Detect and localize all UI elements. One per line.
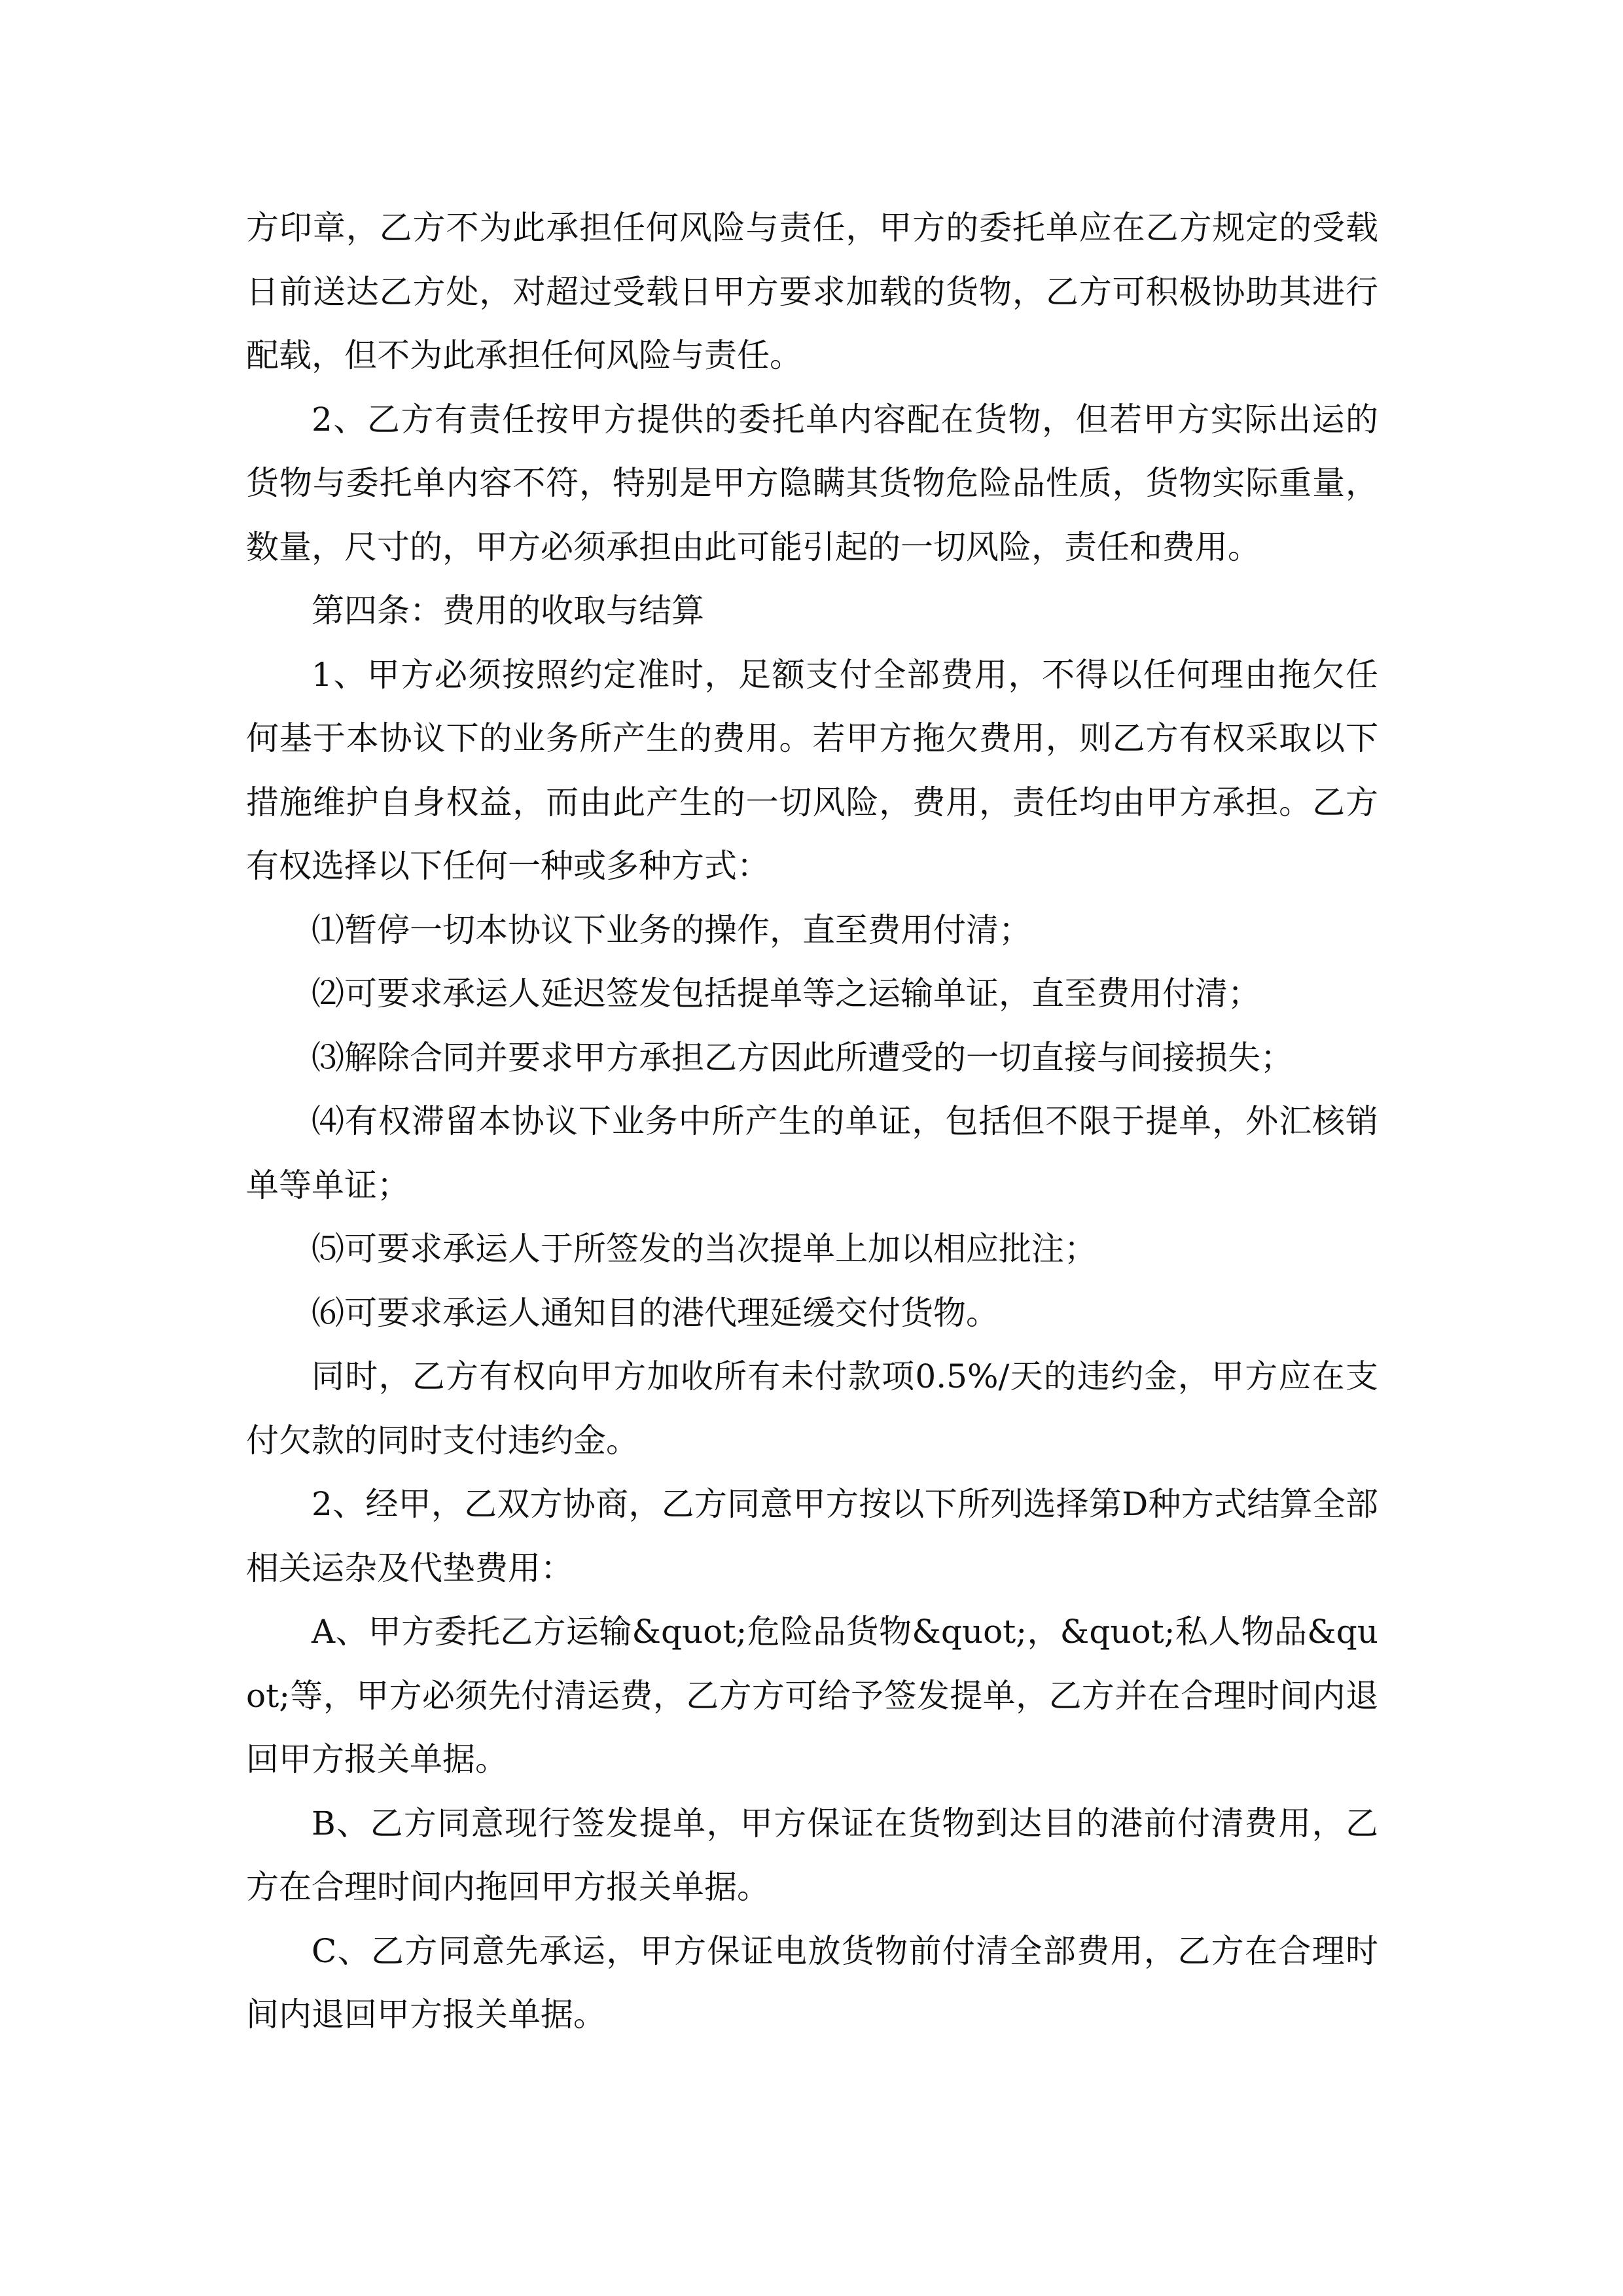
list-item: ⑷有权滞留本协议下业务中所产生的单证，包括但不限于提单，外汇核销单等单证； xyxy=(246,1102,1378,1204)
paragraph: 1、甲方必须按照约定准时，足额支付全部费用，不得以任何理由拖欠任何基于本协议下的业务所产生的费用。若甲方拖欠费用，则乙方有权采取以下措施维护自身权益，而由此产生的一切风险，费用，责任均由甲方承担。乙方有权选择以下任何一种或多种方式： xyxy=(246,655,1378,885)
option-item: C、乙方同意先承运，甲方保证电放货物前付清全部费用，乙方在合理时间内退回甲方报关单据。 xyxy=(246,1931,1378,2034)
section-heading: 第四条：费用的收取与结算 xyxy=(312,592,704,630)
list-item: ⑴暂停一切本协议下业务的操作，直至费用付清； xyxy=(312,910,1031,949)
list-item: ⑸可要求承运人于所签发的当次提单上加以相应批注； xyxy=(312,1230,1097,1268)
option-item: B、乙方同意现行签发提单，甲方保证在货物到达目的港前付清费用，乙方在合理时间内拖回甲方报关单据。 xyxy=(246,1804,1378,1906)
document-page xyxy=(246,196,1378,2047)
paragraph: 同时，乙方有权向甲方加收所有未付款项0.5%/天的违约金，甲方应在支付欠款的同时支付违约金。 xyxy=(246,1357,1378,1460)
paragraph: 2、乙方有责任按甲方提供的委托单内容配在货物，但若甲方实际出运的货物与委托单内容不符，特别是甲方隐瞒其货物危险品性质，货物实际重量，数量，尺寸的，甲方必须承担由此可能引起的一切风险，责任和费用。 xyxy=(246,400,1378,566)
list-item: ⑵可要求承运人延迟签发包括提单等之运输单证，直至费用付清； xyxy=(312,975,1260,1013)
list-item: ⑹可要求承运人通知目的港代理延缓交付货物。 xyxy=(312,1293,999,1332)
paragraph: 2、经甲，乙双方协商，乙方同意甲方按以下所列选择第D种方式结算全部相关运杂及代垫费用： xyxy=(246,1485,1378,1587)
list-item: ⑶解除合同并要求甲方承担乙方因此所遭受的一切直接与间接损失； xyxy=(312,1038,1293,1077)
option-item: A、甲方委托乙方运输&quot;危险品货物&quot;，&quot;私人物品&quot;等，甲方必须先付清运费，乙方方可给予签发提单，乙方并在合理时间内退回甲方报关单据。 xyxy=(246,1613,1378,1778)
paragraph: 方印章，乙方不为此承担任何风险与责任，甲方的委托单应在乙方规定的受载日前送达乙方处，对超过受载日甲方要求加载的货物，乙方可积极协助其进行配载，但不为此承担任何风险与责任。 xyxy=(246,209,1378,374)
